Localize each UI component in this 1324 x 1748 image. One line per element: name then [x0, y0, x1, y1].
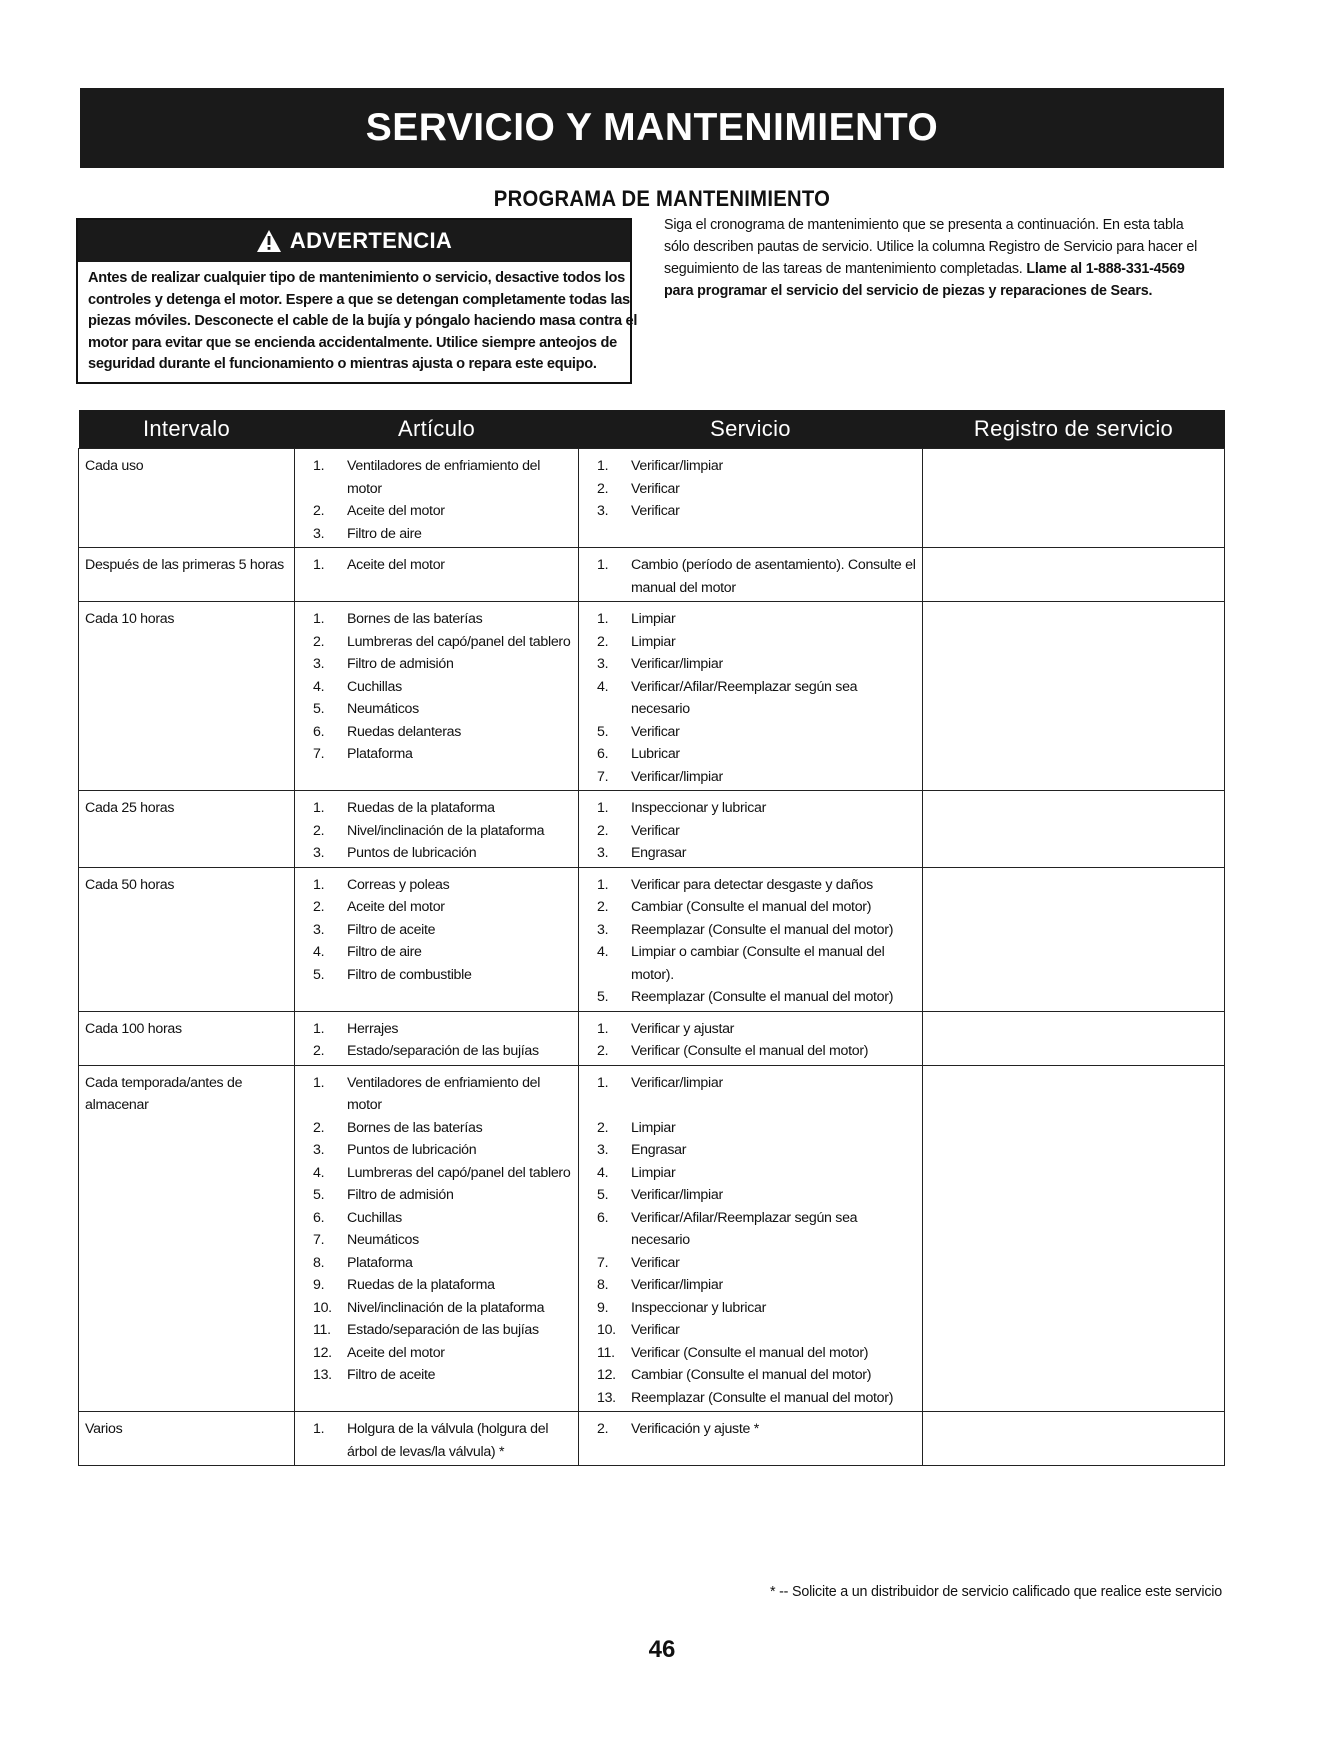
item-entry — [301, 721, 574, 744]
entry-text: Filtro de aire — [347, 944, 422, 960]
entry-text: Reemplazar (Consulte el manual del motor) — [631, 921, 894, 938]
entry-text: Neumáticos — [347, 1232, 419, 1248]
warning-line: Antes de realizar cualquier tipo de mantenimiento o servicio, desactive todos los — [88, 270, 625, 286]
service-record-cell[interactable] — [923, 867, 1225, 1011]
item-entry — [301, 1418, 574, 1463]
entry-number: 2. — [597, 633, 609, 650]
entry-text: Filtro de aceite — [347, 1367, 436, 1383]
entry-text: Filtro de admisión — [347, 1187, 454, 1203]
entry-number: 1. — [313, 1421, 325, 1437]
item-cell — [295, 548, 579, 602]
entry-text: Aceite del motor — [347, 503, 445, 519]
entry-number: 5. — [597, 723, 609, 740]
service-record-cell[interactable] — [923, 1412, 1225, 1466]
item-cell — [295, 602, 579, 791]
item-entry — [301, 500, 574, 523]
warning-line: piezas móviles. Desconecte el cable de la bujía y póngalo haciendo masa contra el — [88, 313, 638, 330]
item-entry — [301, 676, 574, 699]
entry-number: 7. — [313, 746, 325, 762]
intro-paragraph — [664, 214, 1230, 302]
entry-number: 2. — [597, 1043, 609, 1059]
entry-number: 2. — [313, 1043, 325, 1059]
interval-cell: Cada 25 horas — [79, 791, 295, 868]
entry-number: 6. — [313, 723, 325, 740]
service-entry — [585, 676, 918, 721]
entry-text: Engrasar — [631, 845, 687, 861]
entry-number: 7. — [597, 1254, 609, 1271]
entry-number: 2. — [313, 1119, 325, 1136]
entry-text: Verificar — [631, 480, 680, 497]
item-entry — [301, 919, 574, 942]
service-entry — [585, 1018, 918, 1041]
entry-text: Estado/separación de las bujías — [347, 1043, 539, 1059]
service-entry — [585, 1319, 918, 1342]
entry-number: 3. — [597, 845, 609, 861]
entry-number: 11. — [597, 1344, 615, 1361]
item-entry — [301, 1207, 574, 1230]
entry-text: Verificar/limpiar — [631, 1187, 723, 1203]
entry-text: Verificar/limpiar — [631, 1074, 723, 1091]
service-entry — [585, 986, 918, 1009]
service-cell — [579, 548, 923, 602]
entry-number: 4. — [597, 1164, 609, 1181]
entry-number: 1. — [313, 1020, 325, 1037]
item-entry — [301, 1252, 574, 1275]
entry-text: Neumáticos — [347, 701, 419, 717]
item-entry — [301, 1364, 574, 1387]
entry-text: Lumbreras del capó/panel del tablero — [347, 1164, 571, 1181]
entry-text: Ruedas de la plataforma — [347, 800, 495, 816]
table-header-row — [79, 410, 1225, 449]
entry-number: 1. — [597, 458, 609, 474]
entry-number: 4. — [597, 678, 609, 695]
table-row — [79, 1011, 1225, 1065]
entry-text: Verificar/limpiar — [631, 656, 723, 672]
entry-text: Aceite del motor — [347, 1344, 445, 1361]
item-entry — [301, 842, 574, 865]
entry-number: 3. — [313, 845, 325, 861]
entry-text: Verificar para detectar desgaste y daños — [631, 876, 873, 893]
entry-text: Verificar/Afilar/Reemplazar según sea necesario — [631, 1209, 858, 1248]
entry-number: 5. — [597, 989, 609, 1005]
interval-cell: Cada temporada/antes de almacenar — [79, 1065, 295, 1412]
service-entry — [585, 1117, 918, 1140]
service-entry — [585, 1342, 918, 1365]
header-servicio: Servicio — [579, 410, 923, 449]
entry-number: 3. — [313, 921, 325, 938]
service-entry — [585, 1418, 918, 1441]
entry-text: Verificar y ajustar — [631, 1020, 735, 1037]
service-entry — [585, 478, 918, 501]
entry-number: 4. — [597, 944, 609, 960]
entry-number: 2. — [597, 1421, 609, 1437]
service-entry — [585, 1207, 918, 1252]
entry-number: 6. — [313, 1209, 325, 1226]
item-entry — [301, 896, 574, 919]
entry-number: 2. — [597, 1119, 609, 1136]
entry-text: Puntos de lubricación — [347, 845, 477, 861]
entry-text: Verificar — [631, 822, 680, 839]
footnote: * -- Solicite a un distribuidor de servicio calificado que realice este servicio — [769, 1584, 1222, 1600]
item-entry — [301, 1297, 574, 1320]
warning-header — [78, 220, 630, 262]
item-entry — [301, 1162, 574, 1185]
entry-text: Holgura de la válvula (holgura del árbol de levas/la válvula) * — [347, 1421, 549, 1460]
service-entry — [585, 1297, 918, 1320]
service-entry — [585, 608, 918, 631]
entry-text: Filtro de combustible — [347, 966, 472, 983]
entry-text: Limpiar — [631, 633, 676, 650]
entry-text: Verificar/Afilar/Reemplazar según sea necesario — [631, 678, 858, 717]
entry-number: 2. — [313, 822, 325, 839]
service-cell — [579, 449, 923, 548]
header-articulo: Artículo — [295, 410, 579, 449]
service-entry — [585, 743, 918, 766]
intro-line: sólo describen pautas de servicio. Utilice la columna Registro de Servicio para hacer el — [664, 239, 1198, 255]
service-entry — [585, 766, 918, 789]
item-entry — [301, 455, 574, 500]
entry-number: 2. — [313, 899, 325, 915]
entry-number: 8. — [597, 1277, 609, 1293]
maintenance-table — [78, 410, 1225, 1466]
item-entry — [301, 698, 574, 721]
entry-number: 9. — [597, 1299, 609, 1316]
entry-text: Nivel/inclinación de la plataforma — [347, 822, 545, 839]
entry-number: 3. — [597, 921, 609, 938]
entry-number: 2. — [313, 633, 325, 650]
entry-number: 5. — [597, 1187, 609, 1203]
entry-text: Reemplazar (Consulte el manual del motor) — [631, 989, 894, 1005]
entry-text: Puntos de lubricación — [347, 1142, 477, 1158]
entry-text: Cambiar (Consulte el manual del motor) — [631, 1367, 872, 1383]
entry-number: 8. — [313, 1254, 325, 1271]
item-entry — [301, 523, 574, 546]
entry-text: Engrasar — [631, 1142, 687, 1158]
item-entry — [301, 743, 574, 766]
service-entry — [585, 500, 918, 523]
entry-text: Verificar — [631, 723, 680, 740]
item-cell — [295, 867, 579, 1011]
service-entry — [585, 896, 918, 919]
entry-text: Filtro de admisión — [347, 656, 454, 672]
entry-text: Cambiar (Consulte el manual del motor) — [631, 899, 872, 915]
entry-text: Verificar (Consulte el manual del motor) — [631, 1344, 869, 1361]
service-entry — [585, 554, 918, 599]
service-cell — [579, 867, 923, 1011]
entry-text: Aceite del motor — [347, 899, 445, 915]
item-cell — [295, 449, 579, 548]
entry-number: 3. — [597, 503, 609, 519]
service-entry — [585, 820, 918, 843]
header-registro: Registro de servicio — [923, 410, 1225, 449]
entry-text: Filtro de aceite — [347, 921, 436, 938]
entry-number: 1. — [313, 800, 325, 816]
entry-number: 10. — [597, 1322, 616, 1338]
phone-number: Llame al 1-888-331-4569 — [1026, 261, 1185, 277]
entry-number: 1. — [597, 611, 609, 627]
entry-number: 3. — [313, 525, 325, 542]
service-cell — [579, 1412, 923, 1466]
service-entry — [585, 1072, 918, 1095]
entry-text: Cuchillas — [347, 1209, 402, 1226]
entry-number: 3. — [597, 656, 609, 672]
entry-number: 2. — [597, 899, 609, 915]
entry-text: Ruedas delanteras — [347, 723, 461, 740]
entry-number: 3. — [597, 1142, 609, 1158]
table-row — [79, 1065, 1225, 1412]
entry-number: 13. — [597, 1389, 616, 1406]
service-entry — [585, 874, 918, 897]
entry-text: Plataforma — [347, 746, 413, 762]
service-entry — [585, 653, 918, 676]
warning-box — [76, 218, 638, 384]
item-entry — [301, 608, 574, 631]
service-record-cell[interactable] — [923, 791, 1225, 868]
service-entry — [585, 1274, 918, 1297]
entry-text: Herrajes — [347, 1020, 399, 1037]
section-banner — [80, 88, 1224, 168]
entry-text: Cuchillas — [347, 678, 402, 695]
service-entry — [585, 919, 918, 942]
service-entry — [585, 842, 918, 865]
entry-number: 1. — [597, 876, 609, 893]
service-entry — [585, 455, 918, 478]
item-entry — [301, 1342, 574, 1365]
item-entry — [301, 797, 574, 820]
banner-title: SERVICIO Y MANTENIMIENTO — [365, 106, 939, 149]
entry-number: 4. — [313, 678, 325, 695]
entry-number: 1. — [597, 557, 609, 573]
page-number: 46 — [648, 1636, 676, 1663]
table-row — [79, 791, 1225, 868]
service-entry — [585, 941, 918, 986]
warning-line: seguridad durante el funcionamiento o mientras ajusta o repara este equipo. — [88, 356, 597, 373]
item-cell — [295, 791, 579, 868]
entry-text: Cambio (período de asentamiento). Consulte el manual del motor — [631, 557, 916, 596]
entry-number: 1. — [313, 458, 325, 474]
entry-text: Limpiar — [631, 1119, 676, 1136]
service-record-cell[interactable] — [923, 449, 1225, 548]
item-entry — [301, 1018, 574, 1041]
entry-text: Bornes de las baterías — [347, 611, 483, 627]
service-entry — [585, 721, 918, 744]
interval-cell: Cada 50 horas — [79, 867, 295, 1011]
intro-line: Siga el cronograma de mantenimiento que se presenta a continuación. En esta tabla — [664, 217, 1184, 233]
entry-number: 3. — [313, 1142, 325, 1158]
entry-text: Lubricar — [631, 746, 680, 762]
entry-text: Limpiar — [631, 1164, 676, 1181]
entry-text: Limpiar o cambiar (Consulte el manual del motor). — [631, 944, 885, 983]
entry-text: Verificación y ajuste * — [631, 1421, 759, 1437]
entry-number: 5. — [313, 701, 325, 717]
item-entry — [301, 1319, 574, 1342]
entry-number: 2. — [313, 503, 325, 519]
item-entry — [301, 1040, 574, 1063]
table-row — [79, 602, 1225, 791]
warning-text — [78, 262, 638, 376]
entry-text: Ventiladores de enfriamiento del motor — [347, 458, 541, 497]
entry-text: Lumbreras del capó/panel del tablero — [347, 633, 571, 650]
service-entry — [585, 631, 918, 654]
warning-heading: ADVERTENCIA — [289, 228, 453, 253]
interval-cell: Después de las primeras 5 horas — [79, 548, 295, 602]
entry-text: Ventiladores de enfriamiento del motor — [347, 1074, 541, 1113]
entry-text: Verificar — [631, 1322, 680, 1338]
entry-number: 1. — [597, 1074, 609, 1091]
entry-number: 7. — [597, 768, 609, 785]
warning-line: controles y detenga el motor. Espere a que se detengan completamente todas las — [88, 291, 630, 308]
item-entry — [301, 941, 574, 964]
item-entry — [301, 653, 574, 676]
entry-text: Plataforma — [347, 1254, 413, 1271]
entry-number: 7. — [313, 1232, 325, 1248]
table-body — [79, 449, 1225, 1466]
item-cell — [295, 1011, 579, 1065]
entry-number: 3. — [313, 656, 325, 672]
table-row — [79, 548, 1225, 602]
entry-text: Reemplazar (Consulte el manual del motor) — [631, 1389, 894, 1406]
intro-line: para programar el servicio del servicio de piezas y reparaciones de Sears. — [664, 283, 1153, 299]
table-row — [79, 867, 1225, 1011]
warning-triangle-icon — [256, 229, 282, 253]
entry-number: 10. — [313, 1299, 332, 1316]
item-entry — [301, 1117, 574, 1140]
service-record-cell[interactable] — [923, 1011, 1225, 1065]
interval-cell: Varios — [79, 1412, 295, 1466]
entry-number: 1. — [313, 876, 325, 893]
entry-text: Bornes de las baterías — [347, 1119, 483, 1136]
entry-number: 6. — [597, 1209, 609, 1226]
service-entry — [585, 1252, 918, 1275]
item-entry — [301, 964, 574, 987]
entry-text: Verificar/limpiar — [631, 768, 723, 785]
entry-number: 13. — [313, 1367, 332, 1383]
item-entry — [301, 631, 574, 654]
entry-text: Correas y poleas — [347, 876, 450, 893]
entry-number: 2. — [597, 822, 609, 839]
item-entry — [301, 874, 574, 897]
page-subtitle: PROGRAMA DE MANTENIMIENTO — [493, 186, 831, 211]
entry-number: 1. — [313, 557, 325, 573]
table-row — [79, 449, 1225, 548]
entry-text: Limpiar — [631, 611, 676, 627]
entry-text: Inspeccionar y lubricar — [631, 1299, 767, 1316]
entry-number: 5. — [313, 1187, 325, 1203]
entry-number: 2. — [597, 480, 609, 497]
interval-cell: Cada 10 horas — [79, 602, 295, 791]
service-entry — [585, 1139, 918, 1162]
entry-number: 12. — [313, 1344, 332, 1361]
item-entry — [301, 1139, 574, 1162]
entry-number: 11. — [313, 1322, 331, 1338]
entry-text: Filtro de aire — [347, 525, 422, 542]
entry-text: Verificar — [631, 1254, 680, 1271]
warning-line: motor para evitar que se encienda accidentalmente. Utilice siempre anteojos de — [88, 334, 617, 351]
entry-number: 4. — [313, 944, 325, 960]
entry-number: 1. — [313, 611, 325, 627]
entry-number: 12. — [597, 1367, 616, 1383]
entry-number: 4. — [313, 1164, 325, 1181]
service-entry — [585, 1184, 918, 1207]
intro-line — [664, 258, 1230, 280]
entry-number: 5. — [313, 966, 325, 983]
item-entry — [301, 1274, 574, 1297]
service-cell — [579, 602, 923, 791]
interval-cell: Cada 100 horas — [79, 1011, 295, 1065]
item-entry — [301, 1229, 574, 1252]
intro-text: seguimiento de las tareas de mantenimiento completadas. — [664, 261, 1027, 277]
service-record-cell[interactable] — [923, 548, 1225, 602]
service-cell — [579, 791, 923, 868]
entry-text: Verificar/limpiar — [631, 458, 723, 474]
service-record-cell[interactable] — [923, 1065, 1225, 1412]
service-entry — [585, 1364, 918, 1387]
item-cell — [295, 1412, 579, 1466]
entry-text: Verificar (Consulte el manual del motor) — [631, 1043, 869, 1059]
entry-text: Verificar — [631, 503, 680, 519]
entry-text: Ruedas de la plataforma — [347, 1277, 495, 1293]
entry-text: Estado/separación de las bujías — [347, 1322, 539, 1338]
item-entry — [301, 554, 574, 577]
item-entry — [301, 1184, 574, 1207]
entry-number: 9. — [313, 1277, 325, 1293]
service-entry — [585, 797, 918, 820]
interval-cell: Cada uso — [79, 449, 295, 548]
entry-number: 6. — [597, 746, 609, 762]
service-entry — [585, 1162, 918, 1185]
table-row — [79, 1412, 1225, 1466]
entry-text: Nivel/inclinación de la plataforma — [347, 1299, 545, 1316]
service-cell — [579, 1011, 923, 1065]
service-entry — [585, 1387, 918, 1410]
entry-number: 1. — [597, 800, 609, 816]
header-intervalo: Intervalo — [79, 410, 295, 449]
service-record-cell[interactable] — [923, 602, 1225, 791]
item-entry — [301, 1072, 574, 1117]
service-cell — [579, 1065, 923, 1412]
item-cell — [295, 1065, 579, 1412]
spacer — [585, 1094, 918, 1117]
item-entry — [301, 820, 574, 843]
entry-text: Aceite del motor — [347, 557, 445, 573]
entry-text: Inspeccionar y lubricar — [631, 800, 767, 816]
entry-number: 1. — [313, 1074, 325, 1091]
entry-number: 1. — [597, 1020, 609, 1037]
entry-text: Verificar/limpiar — [631, 1277, 723, 1293]
service-entry — [585, 1040, 918, 1063]
